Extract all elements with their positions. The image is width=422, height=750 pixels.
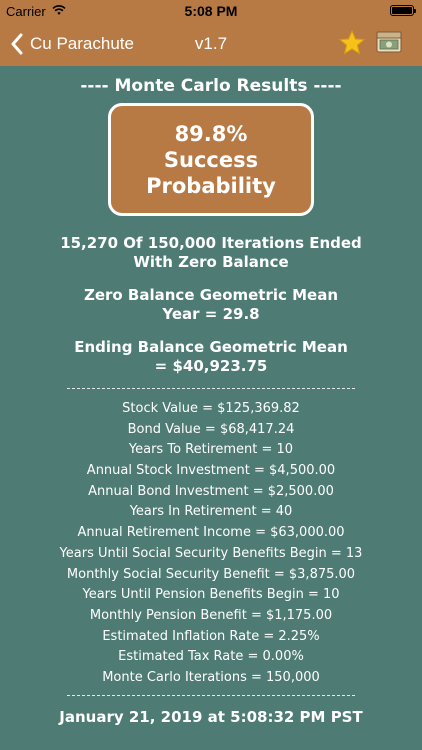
- detail-row: Monte Carlo Iterations = 150,000: [102, 669, 320, 685]
- chevron-left-icon: [10, 33, 24, 55]
- back-button[interactable]: [10, 32, 134, 56]
- iterations-summary: [0, 234, 422, 272]
- detail-row: Monthly Social Security Benefit = $3,875.00: [66, 566, 356, 582]
- cash-icon[interactable]: [375, 30, 403, 56]
- detail-row: Stock Value = $125,369.82: [122, 401, 300, 416]
- divider-top: [67, 388, 355, 389]
- carrier-label: Carrier: [6, 4, 46, 19]
- detail-row: Annual Stock Investment = $4,500.00: [86, 463, 336, 479]
- iterations-summary-line-2: With Zero Balance: [133, 253, 289, 271]
- version-label: v1.7: [194, 34, 228, 53]
- detail-row: Years Until Pension Benefits Begin = 10: [82, 587, 340, 603]
- success-probability-percent: 89.8%: [174, 121, 248, 146]
- detail-row: Annual Bond Investment = $2,500.00: [88, 483, 334, 499]
- detail-row: Bond Value = $68,417.24: [127, 421, 295, 437]
- results-title: ---- Monte Carlo Results ----: [80, 76, 342, 96]
- ending-balance-mean-line-1: Ending Balance Geometric Mean: [74, 338, 348, 356]
- detail-row: Estimated Tax Rate = 0.00%: [118, 649, 304, 665]
- battery-icon: [390, 5, 414, 16]
- back-button-label: Cu Parachute: [30, 34, 134, 53]
- success-probability-box: [108, 103, 314, 216]
- detail-row: Monthly Pension Benefit = $1,175.00: [89, 607, 333, 623]
- detail-row: Estimated Inflation Rate = 2.25%: [102, 628, 320, 644]
- status-bar: [0, 0, 422, 22]
- star-icon[interactable]: [338, 29, 366, 57]
- ending-balance-mean: [0, 338, 422, 376]
- zero-balance-mean: [0, 286, 422, 324]
- results-timestamp: January 21, 2019 at 5:08:32 PM PST: [59, 708, 363, 726]
- iterations-summary-line-1: 15,270 Of 150,000 Iterations Ended: [60, 234, 362, 252]
- success-probability-label-1: Success: [163, 147, 259, 172]
- navigation-bar: [0, 22, 422, 66]
- detail-row: Years In Retirement = 40: [129, 504, 293, 520]
- status-time: 5:08 PM: [184, 3, 238, 19]
- divider-bottom: [67, 695, 355, 696]
- detail-row: Years Until Social Security Benefits Begin = 13: [59, 545, 363, 561]
- detail-row: Annual Retirement Income = $63,000.00: [77, 525, 345, 541]
- zero-balance-mean-line-1: Zero Balance Geometric Mean: [83, 286, 339, 304]
- ending-balance-mean-line-2: = $40,923.75: [154, 357, 268, 375]
- input-details-list: [0, 399, 422, 689]
- detail-row: Years To Retirement = 10: [128, 442, 294, 458]
- success-probability-label-2: Probability: [146, 173, 276, 198]
- zero-balance-mean-line-2: Year = 29.8: [162, 305, 260, 323]
